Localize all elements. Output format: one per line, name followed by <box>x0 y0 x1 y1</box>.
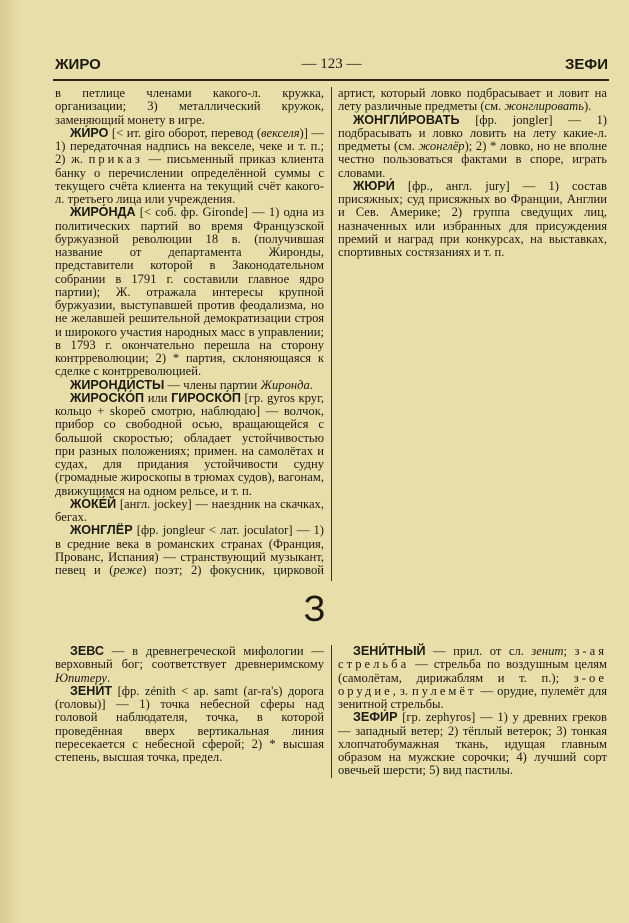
entry-italic-text: зенит <box>531 644 564 658</box>
entry-text: ). <box>583 99 592 114</box>
dictionary-entry <box>338 645 607 711</box>
entry-text: . <box>309 377 313 392</box>
entry-text: — письменный приказ клиента банку о перечислении определённой суммы с текущего счёта клиента на текущий счёт какого-л. третьего лица или учреждения. <box>55 152 324 206</box>
header-right-guideword: ЗЕФИ <box>565 56 608 73</box>
entry-text: — стрельба по воздушным целям (самолётам, дирижаблям и т. п.); <box>338 657 607 685</box>
entry-text: з-ая стрельба <box>338 644 607 672</box>
entry-text: приказ <box>88 152 143 167</box>
dictionary-entry <box>55 685 324 765</box>
entry-headword: ЗЕФИ́Р <box>353 710 398 725</box>
entry-text: [фр., англ. jury] — 1) состав присяжных; суд присяжных во Франции, Англии и Сев. Америке; 2) группа сведущих лиц, назначенных или избранных для присуждения премий и наград при конкурсах, на выставках, спортивных состязаниях и т. п. <box>338 178 607 259</box>
dictionary-columns-bottom <box>55 645 607 778</box>
entry-text: . <box>107 670 111 685</box>
entry-text: [< соб. фр. Gironde] — 1) одна из политических партий во время Французской буржуазной революции 18 в. (получившая название от департамента Жиронды, представители которой в Законодательном собрании в 1791 г. составили главное ядро партии); Ж. отражала интересы крупной буржуазии, выступавшей против феодализма, но не желавшей решительной демократизации строя и широкого участия народных масс в управлении; в 1793 г. окончательно перешла на сторону контрреволюции; 2) * партия, склоняющаяся к сделке с контрреволюцией. <box>55 205 324 379</box>
entry-text: пулемёт <box>412 683 477 698</box>
dictionary-entry <box>55 127 324 207</box>
entry-text: [< ит. giro оборот, перевод ( <box>108 125 262 140</box>
entry-text: [фр. jongleur < лат. joculator] — 1) в средние века в романских странах (Франция, Прованс, Испания) — странствующий музыкант, певец и ( <box>55 523 324 577</box>
entry-text: [гр. gyros круг, кольцо + skopeō смотрю, наблюдаю] — волчок, прибор со свободной осью, вращающейся с большой скоростью; обладает устойчивостью при разных положениях; примен. на самолётах и судах, для придания устойчивости судну (громадные жироскопы в трюмах судов), вагонам, движущимся на одном рельсе, и т. п. <box>55 390 324 498</box>
entry-text: [англ. jockey] — наездник на скачках, бегах. <box>55 496 324 524</box>
dictionary-entry <box>338 711 607 777</box>
entry-text: — орудие, пулемёт для зенитной стрельбы. <box>338 683 607 711</box>
entry-text: [гр. zephyros] — 1) у древних греков — западный ветер; 2) тёплый ветерок; 3) тонкая хлопчатобумажная ткань, идущая главным образом на мужские сорочки; 4) лучший сорт овечьей шерсти; 5) вид пастилы. <box>338 710 607 778</box>
page-edge-shadow <box>0 0 22 923</box>
dictionary-entry <box>338 180 607 260</box>
entry-italic-text: реже <box>113 563 143 577</box>
entry-headword: ЖОНГЛЁР <box>70 523 133 538</box>
entry-headword: ЖОКЕ́Й <box>70 496 117 511</box>
entry-italic-text: жонглировать <box>504 99 584 114</box>
entry-text: [фр. zénith < ар. samt (ar-ra's) дорога (головы)] — 1) точка небесной сферы над головой наблюдателя, точка, в которой проведённая вверх вертикальная линия пересекается с небесной сферой; 2) * высшая степень, высшая точка, предел. <box>55 683 324 764</box>
dictionary-entry <box>55 645 324 685</box>
running-header <box>55 54 608 78</box>
entry-headword: ЖЮРИ́ <box>353 178 395 193</box>
entry-headword: ЖИРОНДИ́СТЫ <box>70 377 165 392</box>
entry-text: ) поэт; 2) фокусник, цирковой артист, который ловко подбрасывает и ловит на лету различные предметы (см. <box>142 86 607 577</box>
entry-text: [фр. jongler] — 1) подбрасывать и ловко ловить на лету какие-л. предметы (см. <box>338 112 607 153</box>
dictionary-entry <box>55 379 324 392</box>
dictionary-entry <box>55 392 324 498</box>
entry-headword: ЖИ́РО <box>70 125 109 140</box>
entry-text: ; <box>563 644 575 658</box>
dictionary-entry <box>55 498 324 525</box>
entry-headword: ЖОНГЛИ́РОВАТЬ <box>353 112 460 127</box>
entry-italic-text: Жиронда <box>260 377 310 392</box>
entry-text: — члены партии <box>164 377 261 392</box>
entry-text: или <box>144 390 172 405</box>
header-rule <box>53 79 609 81</box>
entry-italic-text: жонглёр <box>418 139 465 153</box>
dictionary-entry <box>55 206 324 378</box>
dictionary-entry <box>55 87 324 127</box>
entry-text: з-ое орудие <box>338 670 607 698</box>
entry-italic-text: Юпитеру <box>55 670 107 685</box>
entry-headword: ЖИРО́НДА <box>70 205 136 220</box>
entry-text: — в древнегреческой мифологии — верховный бог; соответствует древнеримскому <box>55 644 324 672</box>
entry-text: ); 2) * ловко, но не вполне честно пользоваться фактами в споре, играть словами. <box>338 139 608 180</box>
entry-headword: ЗЕНИ́Т <box>70 683 113 698</box>
entry-italic-text: векселя <box>261 125 300 140</box>
entry-text: , з. <box>392 683 413 698</box>
entry-text: )] — 1) передаточная надпись на векселе, чеке и т. п.; 2) ж. <box>55 125 324 167</box>
dictionary-entry <box>338 114 607 180</box>
page-number: — 123 — <box>301 56 362 72</box>
entry-headword: ЗЕВС <box>70 644 104 658</box>
section-letter: З <box>303 588 326 629</box>
dictionary-columns-top <box>55 87 607 581</box>
entry-headword: ЖИРОСКО́П <box>70 390 145 405</box>
entry-text: в петлице членами какого-л. кружка, организации; 3) металлический кружок, заменяющий монету в игре. <box>55 86 324 127</box>
entry-headword: ЗЕНИ́ТНЫЙ <box>353 644 426 658</box>
entry-text: — прил. от сл. <box>425 644 532 658</box>
header-left-guideword: ЖИРО <box>55 56 101 73</box>
entry-headword: ГИРОСКО́П <box>171 390 241 405</box>
